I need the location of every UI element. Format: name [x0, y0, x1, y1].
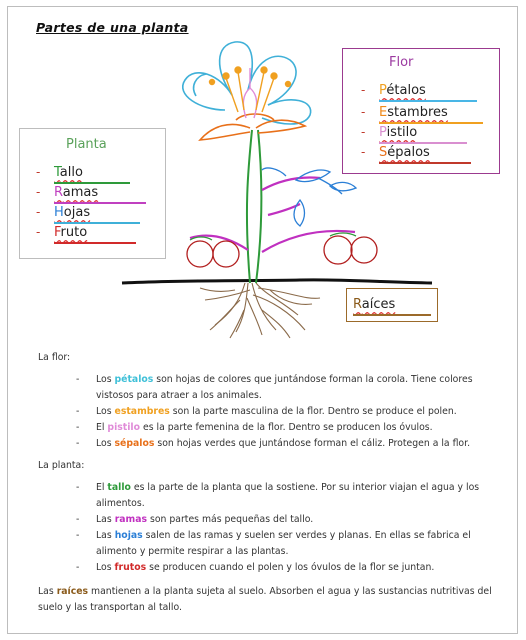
petals-drawing	[183, 42, 311, 124]
label-rest: étalos	[386, 83, 426, 98]
label-underline	[54, 222, 140, 224]
list-item: - Los estambres son la parte masculina de la flor. Dentro se produce el polen.	[76, 404, 498, 420]
label-underline	[379, 100, 477, 102]
flower-heading: La flor:	[38, 352, 71, 363]
flower-box-title: Flor	[389, 55, 414, 70]
list-item: - Los sépalos son hojas verdes que juntándose forman el cáliz. Protegen a la flor.	[76, 436, 498, 452]
plant-list	[38, 480, 498, 576]
label-rest: ojas	[63, 205, 91, 220]
label-rest: aíces	[361, 297, 396, 312]
label-underline	[353, 314, 431, 316]
branches-drawing	[190, 178, 355, 253]
ground-line	[122, 280, 432, 283]
label-initial: R	[353, 297, 362, 312]
page-title: Partes de una planta	[36, 20, 189, 35]
keyword: estambres	[114, 406, 170, 417]
keyword: raíces	[56, 586, 89, 597]
label-underline	[379, 162, 471, 164]
label-rest: stambres	[387, 105, 448, 120]
label-initial: S	[379, 145, 388, 160]
label-initial: P	[379, 83, 387, 98]
bullet-dash: -	[361, 83, 366, 97]
label-rest: amas	[62, 185, 99, 200]
fruits-drawing	[187, 233, 377, 267]
list-item: - El tallo es la parte de la planta que la sostiene. Por su interior viajan el agua y los alimentos.	[76, 480, 498, 512]
plant-labels-box: Planta - Tallo - Ramas - Hojas - Fruto	[19, 128, 166, 259]
list-item: - Las hojas salen de las ramas y suelen ser verdes y planas. En ellas se fabrica el alimento y permite respirar a las plantas.	[76, 528, 498, 560]
list-item: - Las ramas son partes más pequeñas del tallo.	[76, 512, 498, 528]
plant-heading: La planta:	[38, 460, 85, 471]
plant-box-title: Planta	[66, 137, 107, 152]
label-underline	[54, 242, 136, 244]
label-initial: H	[54, 205, 64, 220]
roots-drawing	[200, 283, 320, 338]
label-underline	[379, 122, 483, 124]
label-rest: épalos	[387, 145, 430, 160]
keyword: tallo	[107, 482, 131, 493]
label-underline	[54, 202, 146, 204]
label-rest: istilo	[386, 125, 418, 140]
description-text	[38, 350, 498, 616]
label-initial: T	[54, 165, 60, 180]
keyword: frutos	[114, 562, 147, 573]
roots-paragraph: Las raíces mantienen a la planta sujeta al suelo. Absorben el agua y las sustancias nutritivas del suelo y las transportan al tallo.	[38, 586, 492, 613]
keyword: hojas	[114, 530, 143, 541]
keyword: pétalos	[114, 374, 154, 385]
stem-drawing	[247, 130, 252, 283]
label-initial: P	[379, 125, 387, 140]
keyword: ramas	[114, 514, 148, 525]
label-initial: R	[54, 185, 63, 200]
keyword: sépalos	[114, 438, 155, 449]
pistil-drawing	[243, 68, 256, 118]
list-item: - El pistilo es la parte femenina de la flor. Dentro se producen los óvulos.	[76, 420, 498, 436]
label-underline	[379, 142, 467, 144]
keyword: pistilo	[107, 422, 141, 433]
roots-label-box	[346, 288, 438, 322]
label-underline	[54, 182, 130, 184]
sepals-drawing	[200, 114, 305, 140]
list-item: - Los frutos se producen cuando el polen y los óvulos de la flor se juntan.	[76, 560, 498, 576]
label-initial: E	[379, 105, 388, 120]
label-rest: ruto	[60, 225, 88, 240]
list-item: - Los pétalos son hojas de colores que juntándose forman la corola. Tiene colores vistosos para atraer a los animales.	[76, 372, 498, 404]
flower-labels-box: Flor - Pétalos - Estambres - Pistilo - Sépalos	[342, 48, 500, 174]
label-rest: allo	[59, 165, 83, 180]
flower-list	[38, 372, 498, 452]
label-initial: F	[54, 225, 61, 240]
